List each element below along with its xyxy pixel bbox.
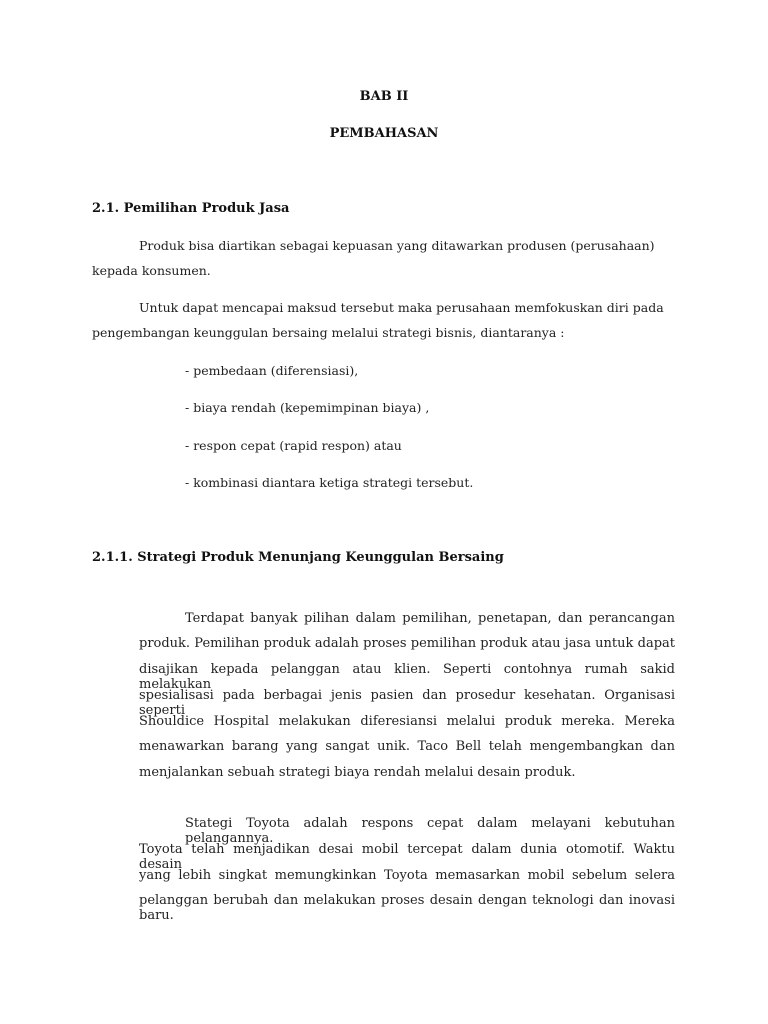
paragraph-2-line-2: pengembangan keunggulan bersaing melalui strategi bisnis, diantaranya :	[92, 325, 565, 340]
text-line: menawarkan barang yang sangat unik. Taco Bell telah mengembangkan dan	[139, 739, 675, 754]
text-line: spesialisasi pada berbagai jenis pasien dan prosedur kesehatan. Organisasi seperti	[139, 688, 675, 718]
paragraph-2-line-1: Untuk dapat mencapai maksud tersebut maka perusahaan memfokuskan diri pada	[139, 300, 664, 315]
section-heading-2-1: 2.1. Pemilihan Produk Jasa	[92, 201, 290, 216]
text-line: Terdapat banyak pilihan dalam pemilihan, penetapan, dan perancangan	[185, 611, 675, 626]
text-line: Stategi Toyota adalah respons cepat dalam melayani kebutuhan pelangannya.	[185, 816, 675, 846]
text-line: pelanggan berubah dan melakukan proses desain dengan teknologi dan inovasi baru.	[139, 893, 675, 923]
text-line: yang lebih singkat memungkinkan Toyota memasarkan mobil sebelum selera	[139, 868, 675, 883]
text-line: produk. Pemilihan produk adalah proses pemilihan produk atau jasa untuk dapat	[139, 636, 675, 651]
paragraph-1-line-1: Produk bisa diartikan sebagai kepuasan yang ditawarkan produsen (perusahaan)	[139, 238, 655, 253]
list-item: - pembedaan (diferensiasi),	[185, 363, 359, 378]
list-item: - respon cepat (rapid respon) atau	[185, 438, 402, 453]
text-line: Toyota telah menjadikan desai mobil tercepat dalam dunia otomotif. Waktu desain	[139, 842, 675, 872]
text-line: menjalankan sebuah strategi biaya rendah melalui desain produk.	[139, 765, 576, 780]
chapter-title: PEMBAHASAN	[329, 126, 439, 141]
list-item: - kombinasi diantara ketiga strategi tersebut.	[185, 475, 474, 490]
chapter-number: BAB II	[359, 89, 409, 104]
section-heading-2-1-1: 2.1.1. Strategi Produk Menunjang Keunggulan Bersaing	[92, 550, 504, 565]
list-item: - biaya rendah (kepemimpinan biaya) ,	[185, 400, 430, 415]
paragraph-1-line-2: kepada konsumen.	[92, 263, 211, 278]
text-line: Shouldice Hospital melakukan diferesiansi melalui produk mereka. Mereka	[139, 714, 675, 729]
text-line: disajikan kepada pelanggan atau klien. Seperti contohnya rumah sakid melakukan	[139, 662, 675, 692]
